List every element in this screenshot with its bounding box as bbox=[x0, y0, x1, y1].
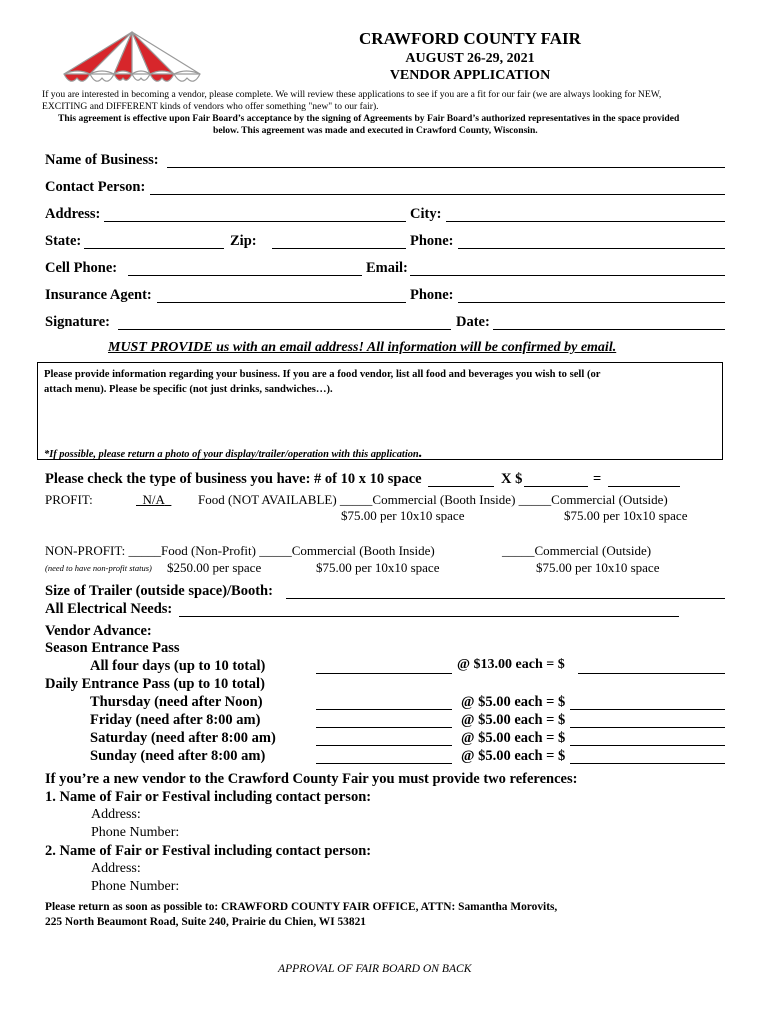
address-field[interactable] bbox=[104, 221, 406, 222]
reference-2-phone[interactable]: Phone Number: bbox=[91, 879, 180, 894]
daily-pass-day-label: Sunday (need after 8:00 am) bbox=[90, 748, 266, 764]
x-dollar-label: X $ bbox=[501, 471, 523, 487]
profit-options[interactable]: Food (NOT AVAILABLE) _____Commercial (Booth Inside) _____Commercial (Outside) bbox=[198, 492, 668, 507]
daily-pass-price: @ $5.00 each = $ bbox=[461, 748, 566, 764]
all-four-days-qty-field[interactable] bbox=[316, 673, 452, 674]
daily-pass-price: @ $5.00 each = $ bbox=[461, 730, 566, 746]
daily-pass-total-field[interactable] bbox=[570, 763, 725, 764]
daily-pass-day-label: Friday (need after 8:00 am) bbox=[90, 712, 261, 728]
reference-1-phone[interactable]: Phone Number: bbox=[91, 825, 180, 840]
space-total-field[interactable] bbox=[608, 486, 680, 487]
profit-label: PROFIT: bbox=[45, 492, 93, 507]
nonprofit-outside-option[interactable]: _____Commercial (Outside) bbox=[502, 543, 652, 558]
profit-na bbox=[136, 492, 171, 508]
trailer-size-label: Size of Trailer (outside space)/Booth: bbox=[45, 583, 273, 599]
insurance-agent-label: Insurance Agent: bbox=[45, 287, 152, 303]
email-notice: MUST PROVIDE us with an email address! All information will be confirmed by email. bbox=[108, 340, 617, 355]
form-subtitle: VENDOR APPLICATION bbox=[389, 68, 551, 83]
footer-approval-note: APPROVAL OF FAIR BOARD ON BACK bbox=[278, 962, 472, 975]
space-count-field[interactable] bbox=[428, 486, 494, 487]
contact-person-field[interactable] bbox=[150, 194, 725, 195]
reference-1-address[interactable]: Address: bbox=[91, 807, 141, 822]
trailer-size-field[interactable] bbox=[286, 598, 725, 599]
daily-pass-heading: Daily Entrance Pass (up to 10 total) bbox=[45, 676, 265, 692]
info-box-instructions: Please provide information regarding your business. If you are a food vendor, list all food and beverages you wish to sell (or bbox=[44, 369, 601, 380]
return-address-line-2: 225 North Beaumont Road, Suite 240, Prairie du Chien, WI 53821 bbox=[45, 916, 366, 928]
nonprofit-options[interactable]: NON-PROFIT: _____Food (Non-Profit) _____Commercial (Booth Inside) bbox=[45, 543, 435, 558]
daily-pass-qty-field[interactable] bbox=[316, 727, 452, 728]
fair-dates: AUGUST 26-29, 2021 bbox=[405, 51, 535, 66]
name-of-business-label: Name of Business: bbox=[45, 152, 159, 168]
phone-field[interactable] bbox=[458, 248, 725, 249]
agreement-text: This agreement is effective upon Fair Board’s acceptance by the signing of Agreements by Fair Board’s authorized representatives in the space provided bbox=[58, 113, 680, 124]
signature-label: Signature: bbox=[45, 314, 110, 330]
daily-pass-price: @ $5.00 each = $ bbox=[461, 694, 566, 710]
daily-pass-day-label: Saturday (need after 8:00 am) bbox=[90, 730, 276, 746]
intro-text-2: EXCITING and DIFFERENT kinds of vendors who offer something "new" to our fair). bbox=[42, 101, 379, 112]
return-address-line-1: Please return as soon as possible to: CRAWFORD COUNTY FAIR OFFICE, ATTN: Samantha Morovits, bbox=[45, 901, 558, 913]
equals-label: = bbox=[593, 471, 602, 487]
daily-pass-qty-field[interactable] bbox=[316, 763, 452, 764]
reference-1-label: 1. Name of Fair or Festival including contact person: bbox=[45, 789, 372, 805]
signature-field[interactable] bbox=[118, 329, 451, 330]
nonprofit-outside-price: $75.00 per 10x10 space bbox=[536, 560, 660, 575]
intro-text: If you are interested in becoming a vendor, please complete. We will review these applications to see if you are a fit for our fair (we are always looking for NEW, bbox=[42, 89, 662, 100]
city-label: City: bbox=[410, 206, 442, 222]
address-label: Address: bbox=[45, 206, 101, 222]
electrical-field[interactable] bbox=[179, 616, 679, 617]
profit-outside-price: $75.00 per 10x10 space bbox=[564, 508, 688, 523]
form-title: CRAWFORD COUNTY FAIR bbox=[359, 29, 581, 48]
insurance-phone-field[interactable] bbox=[458, 302, 725, 303]
season-pass-heading: Season Entrance Pass bbox=[45, 640, 180, 656]
name-of-business-field[interactable] bbox=[167, 167, 725, 168]
reference-2-address[interactable]: Address: bbox=[91, 861, 141, 876]
daily-pass-total-field[interactable] bbox=[570, 727, 725, 728]
agreement-text-2: below. This agreement was made and executed in Crawford County, Wisconsin. bbox=[213, 125, 538, 136]
nonprofit-inside-price: $75.00 per 10x10 space bbox=[316, 560, 440, 575]
nonprofit-status-note: (need to have non-profit status) bbox=[45, 563, 152, 573]
profit-na-text: N/A bbox=[142, 492, 165, 507]
cell-phone-field[interactable] bbox=[128, 275, 362, 276]
photo-note-dot: . bbox=[418, 445, 423, 461]
nonprofit-food-price: $250.00 per space bbox=[167, 560, 262, 575]
business-info-box[interactable] bbox=[37, 362, 723, 460]
references-heading: If you’re a new vendor to the Crawford County Fair you must provide two references: bbox=[45, 771, 578, 787]
reference-2-label: 2. Name of Fair or Festival including contact person: bbox=[45, 843, 372, 859]
vendor-advance-heading: Vendor Advance: bbox=[45, 623, 152, 639]
state-label: State: bbox=[45, 233, 82, 249]
date-label: Date: bbox=[456, 314, 490, 330]
business-type-heading: Please check the type of business you have: # of 10 x 10 space bbox=[45, 471, 422, 487]
email-label: Email: bbox=[366, 260, 408, 276]
insurance-phone-label: Phone: bbox=[410, 287, 454, 303]
daily-pass-day-label: Thursday (need after Noon) bbox=[90, 694, 263, 710]
photo-note bbox=[44, 445, 422, 462]
all-four-days-total-field[interactable] bbox=[578, 673, 725, 674]
daily-pass-total-field[interactable] bbox=[570, 709, 725, 710]
space-price-field[interactable] bbox=[524, 486, 588, 487]
info-box-instructions-2: attach menu). Please be specific (not just drinks, sandwiches…). bbox=[44, 384, 333, 395]
date-field[interactable] bbox=[493, 329, 725, 330]
city-field[interactable] bbox=[446, 221, 725, 222]
electrical-label: All Electrical Needs: bbox=[45, 601, 173, 617]
zip-field[interactable] bbox=[272, 248, 406, 249]
daily-pass-price: @ $5.00 each = $ bbox=[461, 712, 566, 728]
insurance-agent-field[interactable] bbox=[157, 302, 406, 303]
daily-pass-qty-field[interactable] bbox=[316, 709, 452, 710]
all-four-days-label: All four days (up to 10 total) bbox=[90, 658, 266, 674]
cell-phone-label: Cell Phone: bbox=[45, 260, 118, 276]
phone-label: Phone: bbox=[410, 233, 454, 249]
daily-pass-total-field[interactable] bbox=[570, 745, 725, 746]
profit-inside-price: $75.00 per 10x10 space bbox=[341, 508, 465, 523]
daily-pass-qty-field[interactable] bbox=[316, 745, 452, 746]
zip-label: Zip: bbox=[230, 233, 257, 249]
photo-note-text: *If possible, please return a photo of your display/trailer/operation with this application bbox=[44, 449, 419, 460]
state-field[interactable] bbox=[84, 248, 224, 249]
all-four-days-price: @ $13.00 each = $ bbox=[457, 657, 565, 672]
email-field[interactable] bbox=[410, 275, 725, 276]
contact-person-label: Contact Person: bbox=[45, 179, 146, 195]
